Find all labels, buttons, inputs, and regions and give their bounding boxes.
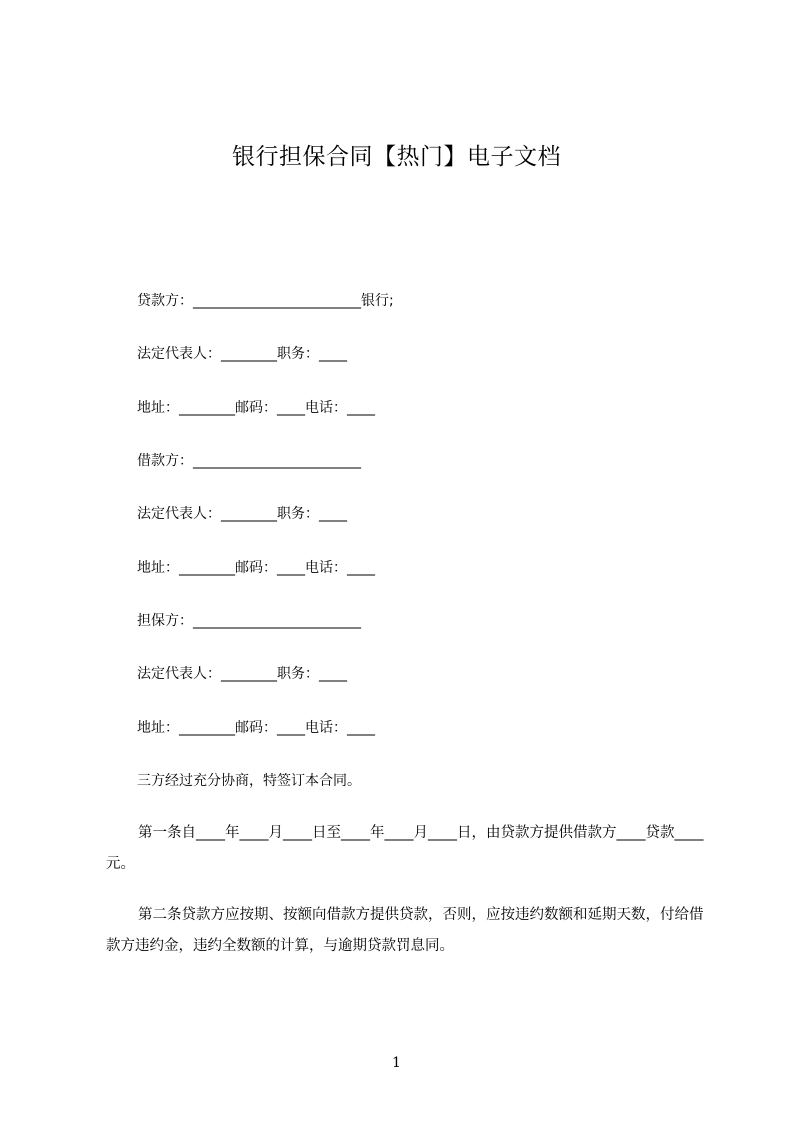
document-title: 银行担保合同【热门】电子文档 xyxy=(232,144,561,170)
guarantor-line: 担保方：________________________ xyxy=(137,613,361,629)
page-number: 1 xyxy=(392,1055,401,1071)
agreement-statement: 三方经过充分协商，特签订本合同。 xyxy=(137,773,361,789)
lender-line: 贷款方：________________________银行; xyxy=(137,293,394,309)
borrower-representative-line: 法定代表人：________职务：____ xyxy=(137,506,347,522)
lender-representative-line: 法定代表人：________职务：____ xyxy=(137,346,347,362)
article-1: 第一条自____年____月____日至____年____月____日，由贷款方提供借款方____贷款____元。 xyxy=(106,825,704,872)
borrower-line: 借款方：________________________ xyxy=(137,453,361,469)
guarantor-representative-line: 法定代表人：________职务：____ xyxy=(137,666,347,682)
lender-address-line: 地址：________邮码：____电话：____ xyxy=(137,400,375,416)
borrower-address-line: 地址：________邮码：____电话：____ xyxy=(137,560,375,576)
article-2: 第二条贷款方应按期、按额向借款方提供贷款，否则，应按违约数额和延期天数，付给借款方违约金，违约全数额的计算，与逾期贷款罚息同。 xyxy=(106,907,704,954)
guarantor-address-line: 地址：________邮码：____电话：____ xyxy=(137,720,375,736)
